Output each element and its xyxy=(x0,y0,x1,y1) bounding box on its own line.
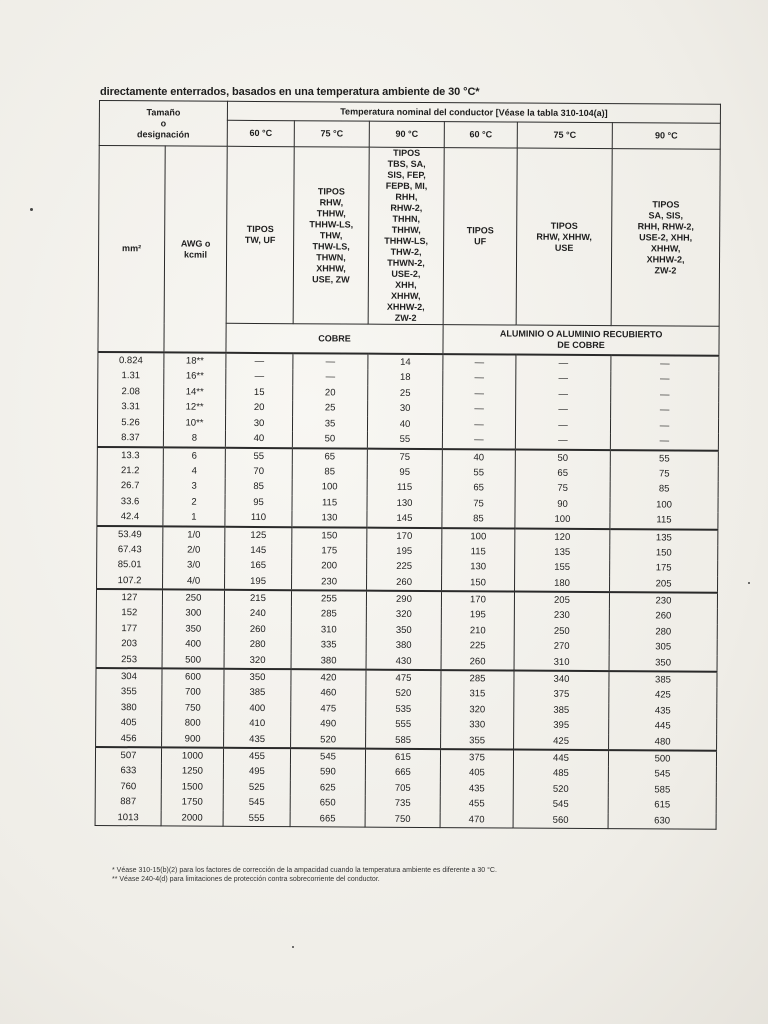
cell-awg: 3 xyxy=(163,478,225,494)
cell-awg: 300 xyxy=(162,605,224,621)
cell-ampacity: 65 xyxy=(292,448,367,464)
cell-awg: 2000 xyxy=(161,810,223,826)
cell-ampacity: 445 xyxy=(513,750,608,767)
cell-ampacity: 430 xyxy=(366,653,441,670)
cell-awg: 16** xyxy=(164,368,226,384)
cell-ampacity: 630 xyxy=(608,813,716,830)
cell-ampacity: 445 xyxy=(609,718,717,734)
cell-ampacity: 25 xyxy=(293,400,368,416)
cell-ampacity: — xyxy=(516,355,611,372)
cell-ampacity: — xyxy=(443,401,516,417)
cell-ampacity: 425 xyxy=(514,733,609,750)
cell-ampacity: 315 xyxy=(441,686,514,702)
cell-ampacity: 155 xyxy=(515,560,610,576)
cell-ampacity: — xyxy=(516,371,611,387)
cell-mm2: 127 xyxy=(96,589,162,605)
cell-awg: 700 xyxy=(162,684,224,700)
cell-ampacity: 490 xyxy=(291,716,366,732)
cell-ampacity: 705 xyxy=(365,780,440,796)
cell-mm2: 507 xyxy=(95,747,161,763)
cell-ampacity: 380 xyxy=(366,638,441,654)
cell-mm2: 1.31 xyxy=(98,368,164,384)
cell-ampacity: 55 xyxy=(367,432,442,449)
cell-ampacity: 225 xyxy=(441,638,514,654)
cell-ampacity: 435 xyxy=(224,731,291,748)
cell-mm2: 203 xyxy=(96,636,162,652)
size-header: Tamaño o designación xyxy=(99,101,227,147)
cell-ampacity: 380 xyxy=(291,653,366,670)
cell-ampacity: 230 xyxy=(514,608,609,624)
cell-ampacity: 14 xyxy=(368,354,443,370)
cell-ampacity: 35 xyxy=(292,416,367,432)
cell-ampacity: 310 xyxy=(514,654,609,671)
cell-ampacity: — xyxy=(442,432,515,449)
cell-awg: 2/0 xyxy=(163,542,225,558)
cell-ampacity: 555 xyxy=(366,717,441,733)
cell-awg: 14** xyxy=(164,384,226,400)
cell-ampacity: 130 xyxy=(367,495,442,511)
cell-ampacity: 100 xyxy=(292,479,367,495)
cell-ampacity: 615 xyxy=(608,797,716,813)
cell-ampacity: 625 xyxy=(290,780,365,796)
cell-ampacity: 195 xyxy=(225,573,292,590)
cell-ampacity: — xyxy=(293,369,368,385)
cell-ampacity: 175 xyxy=(610,560,718,576)
cell-ampacity: 55 xyxy=(610,450,718,467)
cell-ampacity: — xyxy=(611,355,719,372)
cell-awg: 4/0 xyxy=(163,573,225,590)
cell-ampacity: 320 xyxy=(441,702,514,718)
temp-header: 90 °C xyxy=(612,123,720,149)
cell-awg: 500 xyxy=(162,652,224,669)
cell-ampacity: 260 xyxy=(609,608,717,624)
cell-ampacity: 200 xyxy=(292,558,367,574)
cell-ampacity: 545 xyxy=(513,797,608,813)
types-header: TIPOS RHW, THHW, THHW-LS, THW, THW-LS, THWN, XHHW, USE, ZW xyxy=(293,147,369,324)
cell-ampacity: 50 xyxy=(515,449,610,466)
cell-ampacity: 385 xyxy=(514,702,609,718)
cell-ampacity: 270 xyxy=(514,639,609,655)
cell-awg: 10** xyxy=(163,415,225,431)
cell-ampacity: 75 xyxy=(610,466,718,482)
cell-awg: 1 xyxy=(163,509,225,526)
cell-ampacity: 665 xyxy=(290,811,365,827)
cell-ampacity: 100 xyxy=(442,528,515,544)
cell-ampacity: 520 xyxy=(366,686,441,702)
cell-awg: 800 xyxy=(162,715,224,731)
cell-ampacity: 50 xyxy=(292,431,367,448)
types-header: TIPOS TW, UF xyxy=(226,146,294,323)
cell-mm2: 1013 xyxy=(95,809,161,825)
cell-ampacity: 475 xyxy=(366,670,441,686)
cell-ampacity: — xyxy=(516,386,611,402)
cell-ampacity: — xyxy=(611,402,719,418)
cell-awg: 8 xyxy=(163,430,225,447)
cell-ampacity: 650 xyxy=(290,795,365,811)
cell-ampacity: 135 xyxy=(610,529,718,546)
cell-ampacity: 410 xyxy=(224,716,291,732)
cell-ampacity: 215 xyxy=(224,590,291,606)
aluminum-header: ALUMINIO O ALUMINIO RECUBIERTO DE COBRE xyxy=(443,325,719,356)
cell-ampacity: 350 xyxy=(224,669,291,685)
cell-awg: 6 xyxy=(163,447,225,463)
cell-ampacity: 250 xyxy=(514,623,609,639)
cell-ampacity: 205 xyxy=(610,576,718,593)
cell-ampacity: 500 xyxy=(608,750,716,767)
types-header: TIPOS RHW, XHHW, USE xyxy=(516,148,612,326)
cell-ampacity: 385 xyxy=(609,671,717,688)
cell-ampacity: 55 xyxy=(225,447,292,463)
cell-ampacity: — xyxy=(443,386,516,402)
cell-mm2: 0.824 xyxy=(98,352,164,368)
cell-ampacity: 395 xyxy=(514,718,609,734)
cell-ampacity: — xyxy=(610,433,718,450)
cell-ampacity: 375 xyxy=(440,749,513,765)
cell-awg: 400 xyxy=(162,636,224,652)
cell-ampacity: 75 xyxy=(515,481,610,497)
cell-ampacity: 280 xyxy=(224,637,291,653)
cell-mm2: 107.2 xyxy=(97,572,163,589)
types-header: TIPOS SA, SIS, RHH, RHW-2, USE-2, XHH, XHHW, XHHW-2, ZW-2 xyxy=(611,149,720,327)
cell-ampacity: 130 xyxy=(442,559,515,575)
cell-mm2: 21.2 xyxy=(97,462,163,478)
cell-ampacity: 145 xyxy=(367,511,442,528)
cell-ampacity: 340 xyxy=(514,671,609,688)
table-row xyxy=(95,809,716,829)
cell-ampacity: 225 xyxy=(367,559,442,575)
cell-ampacity: 55 xyxy=(442,465,515,481)
cell-ampacity: 330 xyxy=(441,717,514,733)
cell-ampacity: 585 xyxy=(608,782,716,798)
types-header: TIPOS TBS, SA, SIS, FEP, FEPB, MI, RHH, RHW-2, THHN, THHW, THHW-LS, THW-2, THWN-2, USE-2, XHH, XHHW, XHHW-2, ZW-2 xyxy=(368,147,444,324)
cell-ampacity: 30 xyxy=(368,401,443,417)
footnotes xyxy=(112,866,712,884)
cell-mm2: 760 xyxy=(95,778,161,794)
cell-ampacity: — xyxy=(515,417,610,433)
cell-awg: 900 xyxy=(162,731,224,748)
cell-ampacity: 110 xyxy=(225,510,292,527)
cell-ampacity: 65 xyxy=(442,480,515,496)
cell-awg: 3/0 xyxy=(163,557,225,573)
cell-ampacity: 590 xyxy=(290,764,365,780)
cell-ampacity: 150 xyxy=(610,545,718,561)
cell-mm2: 67.43 xyxy=(97,541,163,557)
cell-ampacity: 230 xyxy=(609,592,717,609)
cell-ampacity: 285 xyxy=(291,606,366,622)
temp-header: 60 °C xyxy=(227,121,294,147)
cell-ampacity: 95 xyxy=(367,464,442,480)
cell-ampacity: 115 xyxy=(442,544,515,560)
cell-ampacity: 100 xyxy=(515,512,610,529)
cell-ampacity: — xyxy=(515,433,610,450)
cell-ampacity: 545 xyxy=(290,748,365,764)
cell-ampacity: 280 xyxy=(609,624,717,640)
cell-ampacity: 30 xyxy=(225,415,292,431)
cell-ampacity: 40 xyxy=(442,449,515,465)
cell-mm2: 887 xyxy=(95,794,161,810)
cell-ampacity: 560 xyxy=(513,812,608,829)
cell-ampacity: 260 xyxy=(224,621,291,637)
cell-ampacity: 350 xyxy=(609,655,717,672)
cell-ampacity: 85 xyxy=(442,511,515,528)
cell-mm2: 5.26 xyxy=(97,414,163,430)
cell-ampacity: — xyxy=(226,353,293,369)
cell-ampacity: 460 xyxy=(291,685,366,701)
cell-ampacity: 205 xyxy=(514,592,609,609)
cell-mm2: 13.3 xyxy=(97,446,163,462)
cell-mm2: 3.31 xyxy=(98,399,164,415)
cell-ampacity: 120 xyxy=(515,528,610,545)
cell-ampacity: 425 xyxy=(609,687,717,703)
cell-ampacity: 95 xyxy=(225,494,292,510)
table-caption: directamente enterrados, basados en una temperatura ambiente de 30 °C* xyxy=(100,86,480,98)
cell-ampacity: 375 xyxy=(514,687,609,703)
cell-awg: 750 xyxy=(162,700,224,716)
cell-ampacity: — xyxy=(611,371,719,387)
cell-awg: 350 xyxy=(162,621,224,637)
cell-ampacity: 240 xyxy=(224,606,291,622)
footnote: ** Véase 240-4(d) para limitaciones de protección contra sobrecorriente del conductor. xyxy=(112,876,380,883)
cell-ampacity: 175 xyxy=(292,543,367,559)
cell-ampacity: 335 xyxy=(291,637,366,653)
scan-speck xyxy=(30,208,33,211)
cell-ampacity: 115 xyxy=(367,480,442,496)
cell-ampacity: 420 xyxy=(291,669,366,685)
cell-ampacity: 400 xyxy=(224,700,291,716)
cell-ampacity: 405 xyxy=(440,765,513,781)
scan-speck xyxy=(748,582,750,584)
temp-header: 90 °C xyxy=(369,122,444,148)
cell-ampacity: 455 xyxy=(223,748,290,764)
ampacity-table xyxy=(95,100,721,830)
table-body xyxy=(95,352,719,829)
cell-awg: 2 xyxy=(163,494,225,510)
cell-ampacity: 40 xyxy=(225,431,292,448)
cell-ampacity: 435 xyxy=(440,781,513,797)
cell-ampacity: 145 xyxy=(225,542,292,558)
cell-ampacity: 350 xyxy=(366,622,441,638)
cell-ampacity: 135 xyxy=(515,544,610,560)
cell-ampacity: — xyxy=(442,417,515,433)
cell-mm2: 26.7 xyxy=(97,478,163,494)
cell-mm2: 253 xyxy=(96,651,162,668)
cell-ampacity: 170 xyxy=(441,591,514,607)
cell-ampacity: — xyxy=(611,387,719,403)
cell-ampacity: 255 xyxy=(291,590,366,606)
cell-ampacity: 40 xyxy=(367,416,442,432)
cell-ampacity: 435 xyxy=(609,703,717,719)
cell-ampacity: 485 xyxy=(513,766,608,782)
cell-ampacity: 750 xyxy=(365,811,440,827)
cell-ampacity: 285 xyxy=(441,670,514,686)
rating-header: Temperatura nominal del conductor [Véase la tabla 310-104(a)] xyxy=(227,101,720,123)
cell-ampacity: — xyxy=(443,354,516,370)
cell-mm2: 152 xyxy=(96,605,162,621)
cell-ampacity: 115 xyxy=(292,495,367,511)
cell-ampacity: 355 xyxy=(441,733,514,750)
cell-ampacity: 480 xyxy=(609,734,717,751)
cell-mm2: 8.37 xyxy=(97,430,163,447)
cell-ampacity: — xyxy=(610,418,718,434)
cell-ampacity: 18 xyxy=(368,370,443,386)
cell-awg: 1750 xyxy=(161,794,223,810)
cell-ampacity: 20 xyxy=(226,400,293,416)
cell-ampacity: — xyxy=(226,369,293,385)
cell-mm2: 53.49 xyxy=(97,525,163,541)
temp-header: 75 °C xyxy=(294,121,369,147)
cell-ampacity: 20 xyxy=(293,385,368,401)
cell-mm2: 405 xyxy=(96,715,162,731)
cell-ampacity: 455 xyxy=(440,796,513,812)
cell-ampacity: 85 xyxy=(225,479,292,495)
cell-mm2: 456 xyxy=(96,730,162,747)
cell-awg: 12** xyxy=(164,399,226,415)
cell-ampacity: 665 xyxy=(365,765,440,781)
cell-awg: 1250 xyxy=(161,763,223,779)
types-header: TIPOS UF xyxy=(443,148,517,325)
cell-ampacity: 85 xyxy=(610,481,718,497)
cell-ampacity: 25 xyxy=(368,385,443,401)
cell-ampacity: 615 xyxy=(365,749,440,765)
cell-ampacity: 130 xyxy=(292,510,367,527)
footnote: * Véase 310-15(b)(2) para los factores de corrección de la ampacidad cuando la temperatura ambiente es diferente a 30 °C. xyxy=(112,867,497,874)
cell-mm2: 355 xyxy=(96,684,162,700)
cell-ampacity: 115 xyxy=(610,512,718,529)
cell-awg: 4 xyxy=(163,463,225,479)
cell-awg: 1/0 xyxy=(163,526,225,542)
cell-ampacity: 320 xyxy=(224,652,291,669)
cell-ampacity: 260 xyxy=(441,654,514,671)
cell-ampacity: 545 xyxy=(223,795,290,811)
cell-ampacity: 180 xyxy=(515,575,610,592)
cell-awg: 1500 xyxy=(161,779,223,795)
temp-header: 60 °C xyxy=(444,122,517,148)
cell-awg: 600 xyxy=(162,668,224,684)
awg-header: AWG o kcmil xyxy=(164,146,227,353)
cell-ampacity: 210 xyxy=(441,623,514,639)
cell-ampacity: 15 xyxy=(226,384,293,400)
cell-ampacity: 520 xyxy=(291,732,366,749)
cell-ampacity: 535 xyxy=(366,701,441,717)
cell-ampacity: 310 xyxy=(291,622,366,638)
cell-ampacity: 525 xyxy=(223,779,290,795)
cell-ampacity: 385 xyxy=(224,685,291,701)
cell-ampacity: 85 xyxy=(292,464,367,480)
cell-ampacity: 100 xyxy=(610,497,718,513)
copper-header: COBRE xyxy=(226,323,443,354)
temp-header: 75 °C xyxy=(517,122,612,148)
cell-ampacity: 470 xyxy=(440,812,513,828)
cell-mm2: 304 xyxy=(96,668,162,684)
cell-ampacity: 165 xyxy=(225,558,292,574)
cell-ampacity: 195 xyxy=(441,607,514,623)
cell-ampacity: 150 xyxy=(292,527,367,543)
cell-ampacity: 735 xyxy=(365,796,440,812)
cell-ampacity: — xyxy=(293,353,368,369)
cell-ampacity: 70 xyxy=(225,463,292,479)
cell-ampacity: 545 xyxy=(608,766,716,782)
cell-ampacity: 90 xyxy=(515,496,610,512)
cell-mm2: 33.6 xyxy=(97,493,163,509)
cell-mm2: 85.01 xyxy=(97,557,163,573)
cell-ampacity: 65 xyxy=(515,465,610,481)
cell-ampacity: 170 xyxy=(367,527,442,543)
cell-ampacity: 260 xyxy=(367,574,442,591)
mm2-header: mm² xyxy=(98,146,165,353)
cell-ampacity: 585 xyxy=(366,732,441,749)
cell-mm2: 42.4 xyxy=(97,509,163,526)
cell-ampacity: 195 xyxy=(367,543,442,559)
cell-ampacity: 555 xyxy=(223,810,290,826)
cell-ampacity: — xyxy=(443,370,516,386)
cell-ampacity: 125 xyxy=(225,526,292,542)
cell-ampacity: — xyxy=(516,402,611,418)
cell-ampacity: 320 xyxy=(366,607,441,623)
cell-ampacity: 305 xyxy=(609,639,717,655)
cell-ampacity: 475 xyxy=(291,701,366,717)
cell-ampacity: 520 xyxy=(513,781,608,797)
cell-ampacity: 75 xyxy=(367,448,442,464)
cell-ampacity: 150 xyxy=(442,575,515,592)
cell-ampacity: 75 xyxy=(442,496,515,512)
cell-awg: 1000 xyxy=(161,747,223,763)
cell-ampacity: 230 xyxy=(292,574,367,591)
cell-awg: 18** xyxy=(164,352,226,368)
cell-awg: 250 xyxy=(162,589,224,605)
cell-mm2: 2.08 xyxy=(98,383,164,399)
cell-mm2: 633 xyxy=(95,763,161,779)
cell-ampacity: 290 xyxy=(366,591,441,607)
scan-speck xyxy=(292,946,294,948)
cell-ampacity: 495 xyxy=(223,764,290,780)
cell-mm2: 177 xyxy=(96,620,162,636)
cell-mm2: 380 xyxy=(96,699,162,715)
